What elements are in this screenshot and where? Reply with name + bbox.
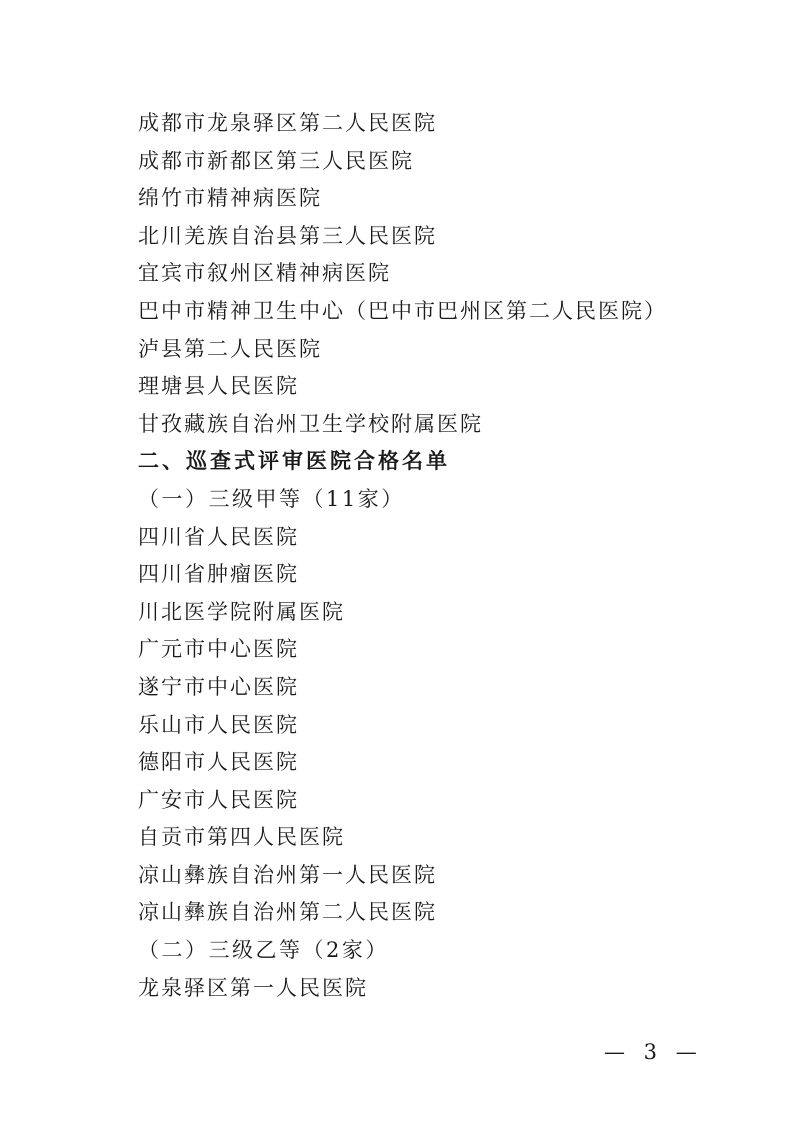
list-item: 德阳市人民医院 xyxy=(138,750,299,775)
list-item: 川北医学院附属医院 xyxy=(138,599,345,624)
list-item: 四川省肿瘤医院 xyxy=(138,562,299,587)
list-item: 甘孜藏族自治州卫生学校附属医院 xyxy=(138,411,483,436)
list-item: 巴中市精神卫生中心（巴中市巴州区第二人民医院） xyxy=(138,298,667,323)
list-item: 成都市新都区第三人民医院 xyxy=(138,148,414,173)
list-item: 宜宾市叙州区精神病医院 xyxy=(138,261,391,286)
section-heading: 二、巡查式评审医院合格名单 xyxy=(138,449,450,474)
list-item: 四川省人民医院 xyxy=(138,524,299,549)
list-item: 绵竹市精神病医院 xyxy=(138,186,322,211)
list-item: 理塘县人民医院 xyxy=(138,374,299,399)
list-item: 凉山彝族自治州第二人民医院 xyxy=(138,900,437,925)
list-item: 北川羌族自治县第三人民医院 xyxy=(138,223,437,248)
list-item: 凉山彝族自治州第一人民医院 xyxy=(138,862,437,887)
list-item: 自贡市第四人民医院 xyxy=(138,825,345,850)
hospital-list xyxy=(138,105,758,1007)
page-number: — 3 — xyxy=(604,1040,703,1064)
list-item: 泸县第二人民医院 xyxy=(138,336,322,361)
list-item: 遂宁市中心医院 xyxy=(138,674,299,699)
list-item: 乐山市人民医院 xyxy=(138,712,299,737)
subsection-heading: （一）三级甲等（11家） xyxy=(138,486,405,511)
list-item: 广安市人民医院 xyxy=(138,787,299,812)
list-item: 成都市龙泉驿区第二人民医院 xyxy=(138,111,437,135)
list-item: 龙泉驿区第一人民医院 xyxy=(138,975,368,1000)
subsection-heading: （二）三级乙等（2家） xyxy=(138,938,389,963)
list-item: 广元市中心医院 xyxy=(138,637,299,662)
